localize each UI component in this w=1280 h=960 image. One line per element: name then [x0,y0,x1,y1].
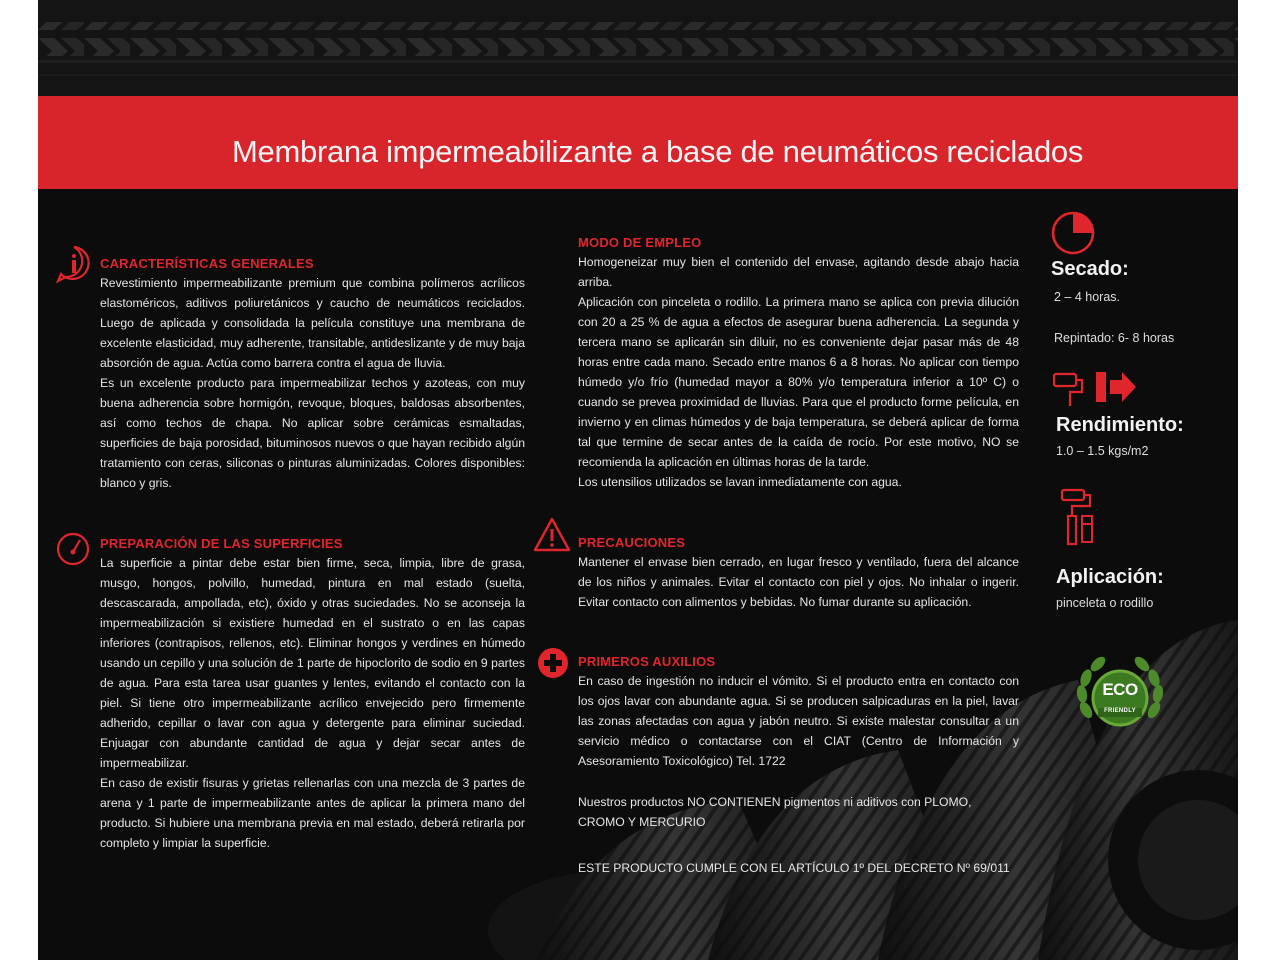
tire-tread-pattern [38,0,1238,96]
paragraph: Revestimiento impermeabilizante premium que combina polímeros acrílicos elastoméricos, aditivos poliuretánicos y caucho de neumáticos reciclados. Luego de aplicada y consolidada la película constituye una membrana de excelente elasticidad, muy adherente, transitable, antideslizante y de muy baja absorción de agua. Actúa como barrera contra el agua de lluvia. [100,276,525,370]
no-contiene-line-2: CROMO Y MERCURIO [578,815,706,829]
title-banner [38,96,1238,189]
rendimiento-title: Rendimiento: [1056,414,1184,436]
section-title: CARACTERÍSTICAS GENERALES [100,256,314,271]
product-sheet [38,0,1238,960]
aplicacion-title: Aplicación: [1056,566,1164,588]
page-title: Membrana impermeabilizante a base de neumáticos reciclados [232,134,1084,169]
gauge-icon [54,530,92,568]
rendimiento-value: 1.0 – 1.5 kgs/m2 [1056,444,1149,458]
clock-icon [1048,208,1098,258]
section-modo-empleo [578,235,1019,492]
section-title: MODO DE EMPLEO [578,235,702,250]
paragraph: La superficie a pintar debe estar bien firme, seca, limpia, libre de grasa, musgo, hongos, polvillo, humedad, pintura en mal estado (suelta, descascarada, ampollada, etc), óxido y otras suciedades. No se aconseja la impermeabilización si existiere humedad en el sustrato o en las capas inferiores (contrapisos, rellenos, etc). Eliminar hongos y verdines en húmedo usando un cepillo y una solución de 1 parte de hipoclorito de sodio en 9 partes de agua. Para esta tarea usar guantes y lentes, evitando el contacto con la piel. Si tiene otro impermeabilizante acrílico envejecido pero firmemente adherido, cepillar o lavar con agua y detergente para eliminar suciedad. Enjuagar con abundante cantidad de agua y dejar secar antes de impermeabilizar. [100,556,525,770]
roller-brush-icon [1058,486,1098,548]
first-aid-icon [536,646,570,680]
eco-sub-label: FRIENDLY [1104,708,1136,714]
section-title: PREPARACIÓN DE LAS SUPERFICIES [100,536,343,551]
section-primeros-auxilios [578,654,1019,771]
info-icon [54,244,94,284]
secado-value: 2 – 4 horas. [1054,290,1121,304]
section-preparacion [100,536,525,853]
paragraph: En caso de existir fisuras y grietas rellenarlas con una mezcla de 3 partes de arena y 1 parte de impermeabilizante antes de aplicar la primera mano del producto. Si hubiere una membrana previa en mal estado, deberá retirarla por completo y limpiar la superficie. [100,776,525,850]
section-caracteristicas [100,256,525,493]
eco-friendly-badge [1072,650,1168,746]
eco-label: ECO [1102,680,1138,699]
aplicacion-value: pinceleta o rodillo [1056,596,1154,610]
paragraph: Es un excelente producto para impermeabilizar techos y azoteas, con muy buena adherencia sobre hormigón, revoque, bloques, baldosas absorbentes, así como techos de chapa. No aplicar sobre cerámicas esmaltadas, superficies de baja porosidad, bituminosos nuevos o que hayan recibido algún tratamiento con ceras, siliconas o pinturas aluminizadas. Colores disponibles: blanco y gris. [100,376,525,490]
paragraph: Aplicación con pinceleta o rodillo. La primera mano se aplica con previa dilución con 20 a 25 % de agua a efectos de asegurar buena adherencia. La segunda y tercera mano se aplicarán sin diluir, no es conveniente dejar pasar más de 48 horas entre cada mano. Secado entre manos 6 a 8 horas. No aplicar con tiempo húmedo y/o frío (humedad mayor a 80% y/o temperatura inferior a 10º C) o cuando se prevea proximidad de lluvias. Para que el producto forme película, en invierno y en climas húmedos y de baja temperatura, se deberá aplicar de forma tal que termine de secar antes de la caída de rocío. Por este motivo, NO se recomienda la aplicación en últimas horas de la tarde. [578,295,1019,469]
no-contiene-line-1: Nuestros productos NO CONTIENEN pigmentos ni aditivos con PLOMO, [578,795,972,809]
section-title: PRIMEROS AUXILIOS [578,654,716,669]
paragraph: Los utensilios utilizados se lavan inmediatamente con agua. [578,475,902,489]
decreto-line: ESTE PRODUCTO CUMPLE CON EL ARTÍCULO 1º DEL DECRETO Nº 69/011 [578,861,1010,875]
secado-title: Secado: [1051,258,1129,280]
section-title: PRECAUCIONES [578,535,686,550]
paragraph: Mantener el envase bien cerrado, en lugar fresco y ventilado, fuera del alcance de los niños y animales. Evitar el contacto con piel y ojos. No inhalar o ingerir. Evitar contacto con alimentos y bebidas. No fumar durante su aplicación. [578,555,1019,609]
roller-arrow-icon [1050,366,1140,410]
repintado-value: Repintado: 6- 8 horas [1054,331,1175,345]
paragraph: En caso de ingestión no inducir el vómito. Si el producto entra en contacto con los ojos lavar con abundante agua. Si se producen salpicaduras en la piel, lavar las zonas afectadas con agua y jabón neutro. Si existe malestar consultar a un servicio médico o contactarse con el CIAT (Centro de Información y Asesoramiento Toxicológico) Tel. 1722 [578,674,1019,768]
warning-icon [532,516,572,554]
paragraph: Homogeneizar muy bien el contenido del envase, agitando desde abajo hacia arriba. [578,255,1019,289]
section-precauciones [578,535,1019,612]
